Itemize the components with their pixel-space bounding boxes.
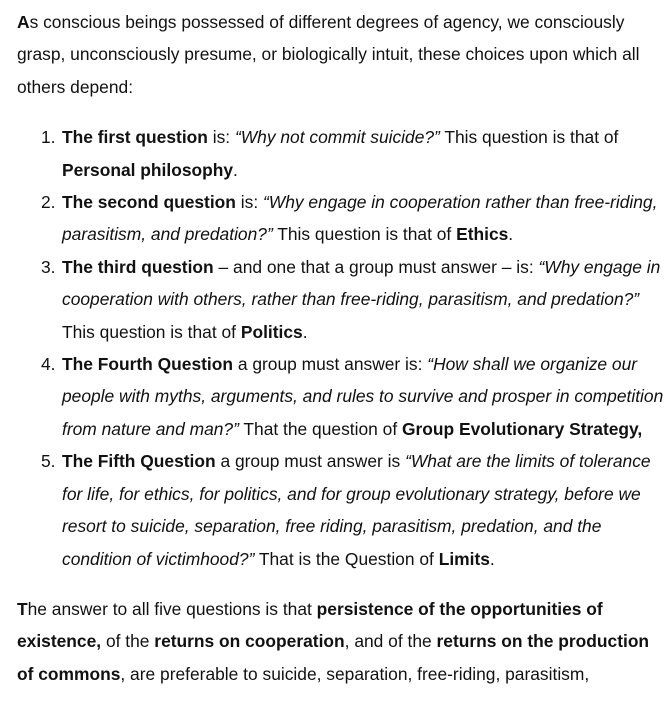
question-tail: That the question of bbox=[238, 418, 402, 439]
closing-emphasis: returns on cooperation bbox=[154, 631, 345, 652]
question-title: The Fourth Question bbox=[62, 354, 233, 375]
list-number: 1. bbox=[41, 127, 56, 148]
question-topic: Ethics bbox=[456, 224, 509, 245]
questions-list bbox=[17, 121, 669, 575]
question-lead: is: bbox=[207, 127, 235, 148]
list-number: 5. bbox=[41, 451, 56, 472]
closing-drop-letter: T bbox=[17, 598, 28, 619]
question-quote: “Why engage in cooperation with others, rather than free-riding, parasitism, and predation?” bbox=[62, 256, 661, 310]
question-topic: Personal philosophy bbox=[62, 159, 234, 180]
question-quote: “Why not commit suicide?” bbox=[234, 127, 440, 148]
question-title: The second question bbox=[62, 192, 236, 213]
question-tail: This question is that of bbox=[439, 127, 619, 148]
question-lead: is: bbox=[235, 192, 263, 213]
document-body bbox=[17, 6, 669, 690]
question-end: . bbox=[302, 321, 308, 342]
intro-drop-letter: A bbox=[17, 12, 30, 32]
question-tail: This question is that of bbox=[62, 321, 241, 342]
closing-text: he answer to all five questions is that bbox=[27, 598, 317, 619]
closing-paragraph bbox=[17, 593, 669, 690]
question-topic: Limits bbox=[438, 548, 490, 569]
question-tail: This question is that of bbox=[272, 224, 457, 245]
list-number: 3. bbox=[41, 256, 56, 277]
question-quote: “How shall we organize our people with myths, arguments, and rules to survive and prosper in competition from nature and man?” bbox=[62, 354, 664, 439]
question-lead: a group must answer is bbox=[215, 451, 406, 472]
closing-text: , and of the bbox=[344, 631, 437, 652]
question-tail: That is the Question of bbox=[254, 548, 439, 569]
list-number: 4. bbox=[41, 354, 56, 375]
question-quote: “What are the limits of tolerance for life, for ethics, for politics, and for group evolutionary strategy, before we resort to suicide, separation, free riding, parasitism, predation, and the condition of victimhood?” bbox=[62, 451, 651, 569]
question-title: The third question bbox=[62, 256, 214, 277]
list-item bbox=[17, 121, 669, 186]
question-lead: a group must answer is: bbox=[233, 354, 428, 375]
question-topic: Politics bbox=[240, 321, 303, 342]
question-lead: – and one that a group must answer – is: bbox=[213, 256, 539, 277]
list-item bbox=[17, 186, 669, 251]
list-number: 2. bbox=[41, 192, 56, 213]
closing-text: , are preferable to suicide, separation, free-riding, parasitism, bbox=[120, 663, 590, 684]
question-end: . bbox=[489, 548, 495, 569]
closing-emphasis: returns on the production of commons bbox=[17, 631, 650, 684]
question-end: . bbox=[508, 224, 514, 245]
list-item bbox=[17, 445, 669, 575]
list-item bbox=[17, 348, 669, 445]
question-title: The Fifth Question bbox=[62, 451, 216, 472]
intro-text: s conscious beings possessed of different degrees of agency, we consciously grasp, unconsciously presume, or biologically intuit, these choices upon which all others depend: bbox=[17, 12, 640, 97]
intro-paragraph bbox=[17, 6, 669, 103]
question-quote: “Why engage in cooperation rather than free-riding, parasitism, and predation?” bbox=[62, 192, 658, 245]
question-topic: Group Evolutionary Strategy, bbox=[401, 418, 643, 439]
question-title: The first question bbox=[62, 127, 208, 148]
list-item bbox=[17, 251, 669, 348]
closing-text: of the bbox=[101, 631, 155, 652]
closing-emphasis: persistence of the opportunities of existence, bbox=[17, 598, 603, 652]
question-end: . bbox=[233, 159, 238, 180]
